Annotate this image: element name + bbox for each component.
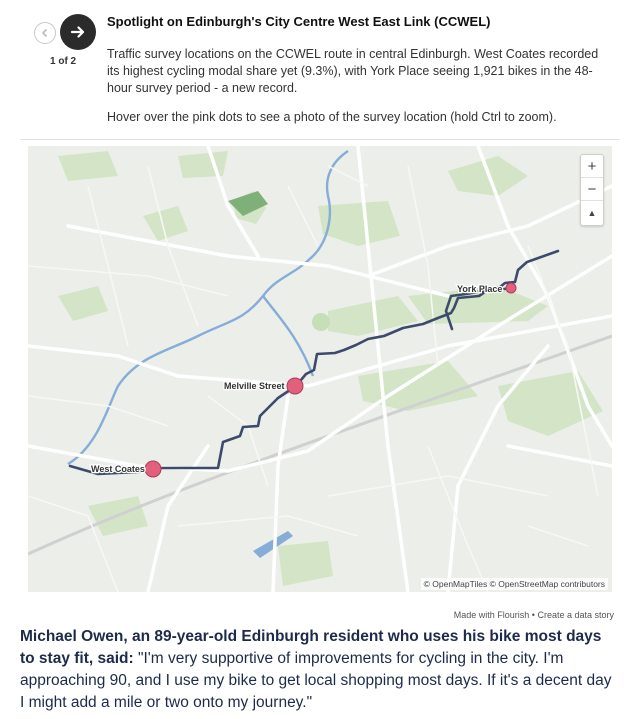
reset-north-button[interactable] [581,201,603,225]
flourish-credit [454,610,614,620]
story-navigation [32,14,94,74]
map-attribution [421,578,608,590]
marker-york-place[interactable] [506,283,516,293]
story-title: Spotlight on Edinburgh's City Centre West East Link (CCWEL) [107,14,491,29]
map-canvas[interactable] [28,146,612,592]
story-body-text: Traffic survey locations on the CCWEL route in central Edinburgh. West Coates recorded its highest cycling modal share yet (9.3%), with York Place seeing 1,921 bikes in the 48-hour survey period - a new record. [107,47,599,95]
openmaptiles-link[interactable]: © OpenMapTiles [423,579,488,589]
previous-slide-button[interactable] [34,22,56,44]
label-york-place: York Place [457,284,503,294]
zoom-controls [580,154,604,226]
quote-paragraph [20,626,620,714]
map-view[interactable] [28,146,612,592]
story-hint-text: Hover over the pink dots to see a photo of the survey location (hold Ctrl to zoom). [107,110,557,124]
park-circle [312,313,330,331]
marker-west-coates[interactable] [145,461,161,477]
chevron-left-icon [40,28,50,38]
made-with-flourish-link[interactable]: Made with Flourish [453,610,530,620]
openstreetmap-link[interactable]: © OpenStreetMap contributors [489,579,605,589]
zoom-in-button[interactable]: + [581,155,603,178]
zoom-out-button[interactable]: − [581,178,603,201]
next-slide-button[interactable] [60,14,96,50]
credit-separator: • [529,610,538,620]
marker-melville-street[interactable] [287,378,303,394]
slide-counter: 1 of 2 [50,56,77,67]
compass-icon: ▲ [587,208,597,218]
divider [20,139,620,140]
quote-lead: Michael Owen, an 89-year-old Edinburgh resident who uses his bike most days to stay fit, said: [20,628,602,667]
create-data-story-link[interactable]: Create a data story [537,610,614,620]
story-description [107,46,602,97]
arrow-right-icon [69,23,87,41]
quote-text: "I'm very supportive of improvements for cycling in the city. I'm approaching 90, and I use my bike to get local shopping most days. If it's a decent day I might add a mile or two onto my journey." [20,650,612,711]
label-west-coates: West Coates [91,464,145,474]
label-melville-street: Melville Street [224,381,285,391]
